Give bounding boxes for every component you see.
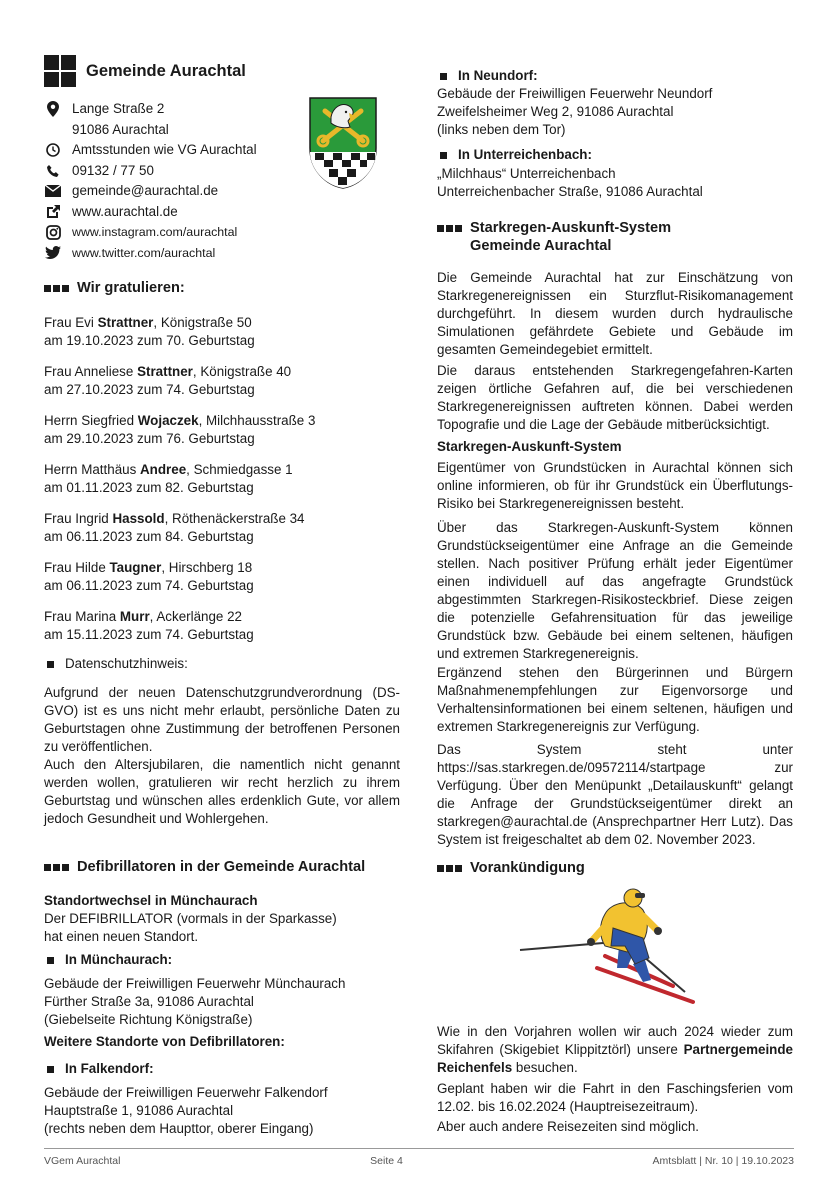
section-heading-birthdays: Wir gratulieren: (44, 279, 185, 297)
contact-postcode: 91086 Aurachtal (72, 121, 169, 137)
ski-paragraph-3: Aber auch andere Reisezeiten sind möglich. (437, 1119, 700, 1134)
bullet-icon (440, 152, 447, 159)
starkregen-subheading: Starkregen-Auskunft-System (437, 439, 622, 454)
phone-icon (44, 162, 62, 180)
starkregen-paragraph-6: Das System steht unter https://sas.starkregen.de/09572114/startpage zur Verfügung. Über den Menüpunkt „Detailauskunft“ gelangt die Anfrage der Grundstückseigentümer direkt an starkregen@aurachtal.de (Ansprechpartner Herr Lutz). Das System ist freigeschaltet ab dem 02. November 2023. (437, 742, 793, 847)
page-title: Gemeinde Aurachtal (86, 62, 246, 80)
section-marker-icon (437, 865, 462, 872)
coat-of-arms (309, 97, 377, 189)
more-locations-heading: Weitere Standorte von Defibrillatoren: (44, 1034, 285, 1049)
contact-hours: Amtsstunden wie VG Aurachtal (44, 140, 284, 161)
birthday-entry: Frau Hilde Taugner, Hirschberg 18 am 06.11.2023 zum 74. Geburtstag (44, 560, 254, 593)
footer-divider (44, 1148, 794, 1149)
mail-icon (44, 182, 62, 200)
bullet-icon (47, 661, 54, 668)
location-address-falkendorf: Gebäude der Freiwilligen Feuerwehr Falkendorf Hauptstraße 1, 91086 Aurachtal (rechts neben dem Haupttor, oberer Eingang) (44, 1085, 328, 1136)
defib-intro-2: hat einen neuen Standort. (44, 929, 199, 944)
birthday-entry: Herrn Siegfried Wojaczek, Milchhausstraße 3 am 29.10.2023 zum 76. Geburtstag (44, 413, 316, 446)
contact-instagram[interactable]: www.instagram.com/aurachtal (44, 222, 284, 243)
clock-icon (44, 141, 62, 159)
birthday-list (44, 314, 400, 657)
skier-illustration (515, 884, 695, 1012)
contact-email[interactable]: gemeinde@aurachtal.de (44, 181, 284, 202)
birthday-entry: Frau Anneliese Strattner, Königstraße 40 am 27.10.2023 zum 74. Geburtstag (44, 364, 292, 397)
birthday-entry: Herrn Matthäus Andree, Schmiedgasse 1 am 01.11.2023 zum 82. Geburtstag (44, 462, 293, 495)
page-footer (44, 1152, 794, 1170)
section-heading-ski: Vorankündigung (437, 859, 585, 877)
defib-intro-1: Der DEFIBRILLATOR (vormals in der Sparkasse) (44, 911, 337, 926)
bullet-icon (47, 1066, 54, 1073)
privacy-label: Datenschutzhinweis: (44, 655, 188, 673)
location-address-neundorf: Gebäude der Freiwilligen Feuerwehr Neundorf Zweifelsheimer Weg 2, 91086 Aurachtal (links neben dem Tor) (437, 86, 713, 137)
footer-page-number: Seite 4 (370, 1155, 403, 1167)
section-marker-icon (437, 225, 462, 232)
contact-phone: 09132 / 77 50 (44, 161, 284, 182)
privacy-paragraph-2: Auch den Altersjubilaren, die namentlich nicht genannt werden wollen, gratulieren wir recht herzlich zu ihrem Geburtstag und wünschen alles erdenklich Gute, vor allem jedoch Gesundheit und Wohlergehen. (44, 757, 400, 826)
section-heading-starkregen: Starkregen-Auskunft-System Gemeinde Aurachtal (437, 219, 671, 255)
bullet-icon (440, 73, 447, 80)
section-heading-defib: Defibrillatoren in der Gemeinde Aurachtal (44, 858, 365, 876)
contact-address: Lange Straße 2 (44, 99, 284, 120)
birthday-entry: Frau Evi Strattner, Königstraße 50 am 19.10.2023 zum 70. Geburtstag (44, 315, 255, 348)
location-label-falkendorf: In Falkendorf: (44, 1060, 154, 1078)
birthday-entry: Frau Ingrid Hassold, Röthenäckerstraße 34 am 06.11.2023 zum 84. Geburtstag (44, 511, 305, 544)
instagram-icon (44, 223, 62, 241)
location-label-unterreichenbach: In Unterreichenbach: (437, 146, 592, 164)
footer-issue: Amtsblatt | Nr. 10 | 19.10.2023 (652, 1155, 794, 1167)
starkregen-paragraph-5: Ergänzend stehen den Bürgerinnen und Bürgern Maßnahmenempfehlungen zur Eigenvorsorge und Verhaltensinformationen bei einem seltenen, häufigen und extremen Starkregenereignis zur Verfügung. (437, 665, 793, 734)
location-address-unterreichenbach: „Milchhaus“ Unterreichenbach Unterreichenbacher Straße, 91086 Aurachtal (437, 166, 703, 199)
starkregen-paragraph-4: Über das Starkregen-Auskunft-System können Grundstückseigentümer eine Anfrage an die Gemeinde stellen. Nach positiver Prüfung erhält jeder Eigentümer einen individuell auf das angefragte Grundstück abgestimmten Starkregen-Risikosteckbrief. Diese zeigen die potenzielle Gefahrensituation für das jeweilige Grundstück bzw. Gebäude bei einem seltenen, häufigen und extremen Starkregenereignis. (437, 520, 793, 661)
starkregen-paragraph-2: Die daraus entstehenden Starkregengefahren-Karten zeigen örtliche Gefahren auf, die bei verschiedenen Starkregenereignissen auftreten können. Dabei werden Topografie und die Lage der Gebäude mitberücksichtigt. (437, 363, 793, 432)
contact-twitter[interactable]: www.twitter.com/aurachtal (44, 243, 284, 264)
municipality-header (44, 55, 246, 87)
section-marker-icon (44, 285, 69, 292)
location-label-neundorf: In Neundorf: (437, 67, 538, 85)
birthday-entry: Frau Marina Murr, Ackerlänge 22 am 15.11.2023 zum 74. Geburtstag (44, 609, 254, 642)
location-pin-icon (44, 100, 62, 118)
section-marker-icon (44, 864, 69, 871)
ski-paragraph-2: Geplant haben wir die Fahrt in den Faschingsferien vom 12.02. bis 16.02.2024 (Hauptreisezeitraum). (437, 1081, 793, 1114)
footer-publisher: VGem Aurachtal (44, 1155, 121, 1167)
contact-website[interactable]: www.aurachtal.de (44, 202, 284, 223)
ski-paragraph-1: Wie in den Vorjahren wollen wir auch 2024 wieder zum Skifahren (Skigebiet Klippitztörl) unsere Partnergemeinde Reichenfels besuchen. (437, 1024, 793, 1075)
bullet-icon (47, 957, 54, 964)
twitter-icon (44, 244, 62, 262)
defib-subheading: Standortwechsel in Münchaurach (44, 893, 258, 908)
starkregen-paragraph-1: Die Gemeinde Aurachtal hat zur Einschätzung von Starkregenereignissen ein Sturzflut-Risikomanagement durchgeführt. In diesem wurden durch hydraulische Simulationen gefährdete Gebiete und Gebäude im gesamten Gemeindegebiet ermittelt. (437, 270, 793, 357)
privacy-paragraph-1: Aufgrund der neuen Datenschutzgrundverordnung (DS-GVO) ist es uns nicht mehr erlaubt, persönliche Daten zu Geburtstagen ohne Zustimmung der betroffenen Personen zu veröffentlichen. (44, 685, 400, 754)
external-link-icon (44, 203, 62, 221)
location-address-muenchaurach: Gebäude der Freiwilligen Feuerwehr Münchaurach Fürther Straße 3a, 91086 Aurachtal (Giebelseite Richtung Königstraße) (44, 976, 346, 1027)
location-label-muenchaurach: In Münchaurach: (44, 951, 172, 969)
starkregen-paragraph-3: Eigentümer von Grundstücken in Aurachtal können sich online informieren, ob für ihr Grundstück ein Überflutungs-Risiko bei Starkregenereignissen besteht. (437, 460, 793, 511)
contact-block (44, 99, 284, 263)
logo-squares-icon (44, 55, 76, 87)
